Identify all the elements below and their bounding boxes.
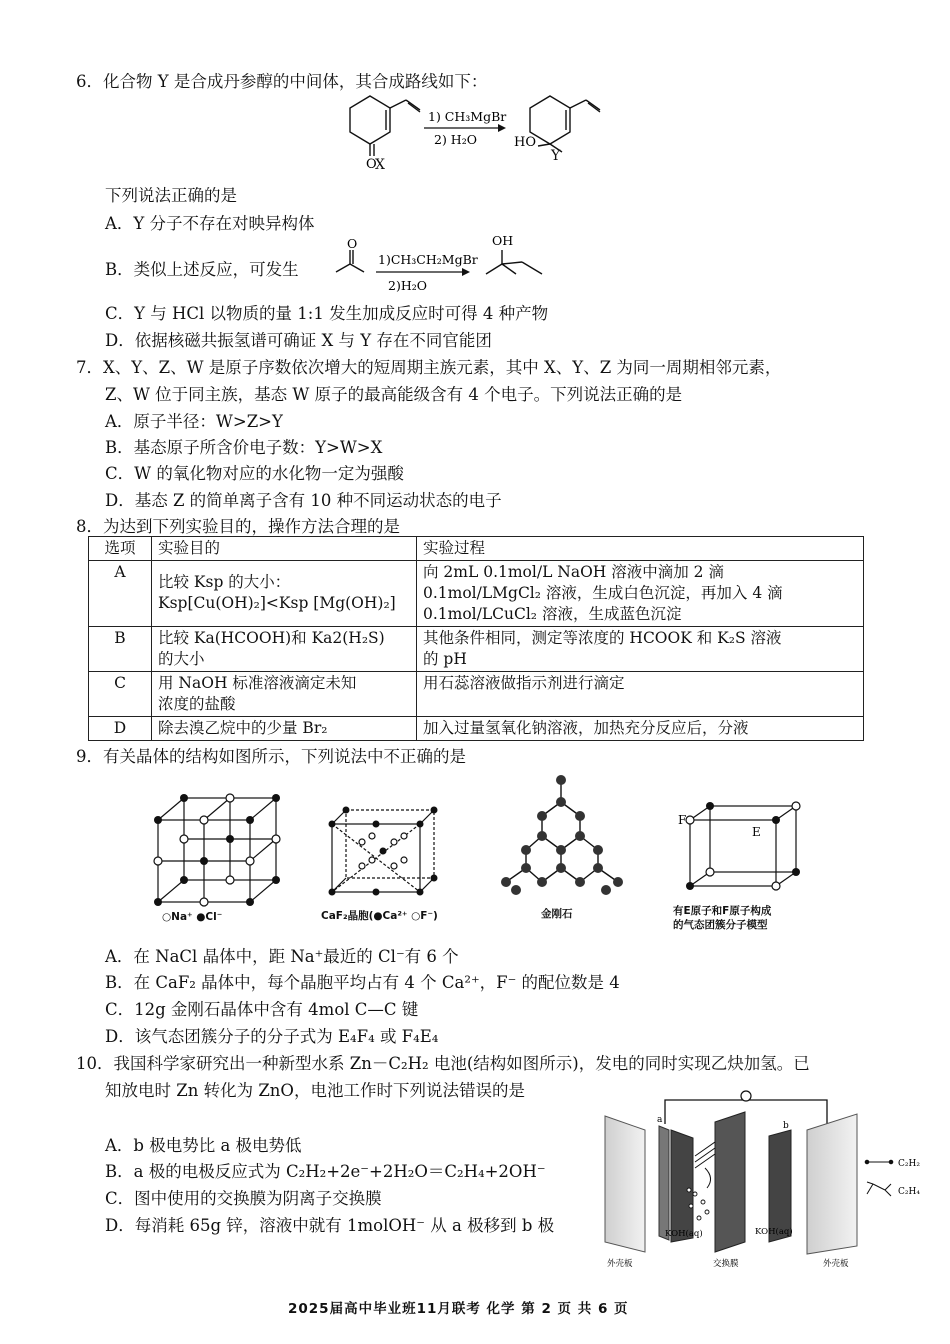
row-key: C	[89, 672, 152, 717]
q7-stem-line1: 7．X、Y、Z、W 是原子序数依次增大的短周期主族元素，其中 X、Y、Z 为同一周期相邻元素，	[76, 358, 782, 377]
table-row	[89, 627, 864, 672]
compound-x-structure	[350, 96, 420, 156]
ef-caption-line1: 有E原子和F原子构成	[673, 905, 772, 917]
q10-option-c: C．图中使用的交换膜为阴离子交换膜	[105, 1189, 382, 1208]
q6-prompt: 下列说法正确的是	[105, 186, 237, 205]
table-header-row	[89, 537, 864, 561]
q10-stem-line2: 知放电时 Zn 转化为 ZnO，电池工作时下列说法错误的是	[105, 1081, 525, 1100]
koh-left-label: KOH(aq)	[665, 1229, 703, 1239]
q10-option-b: B．a 极的电极反应式为 C₂H₂+2e⁻+2H₂O＝C₂H₄+2OH⁻	[105, 1162, 546, 1181]
q10-stem-line1: 10．我国科学家研究出一种新型水系 Zn－C₂H₂ 电池(结构如图所示)，发电的同时实现乙炔加氢。已	[76, 1054, 810, 1073]
q6-option-a: A．Y 分子不存在对映异构体	[105, 214, 315, 233]
q7-option-c: C．W 的氧化物对应的水化物一定为强酸	[105, 464, 404, 483]
q6-option-b: B．类似上述反应，可发生	[105, 260, 299, 279]
legend-c2h4: C₂H₄	[898, 1187, 920, 1197]
row-aim: 比较 Ksp 的大小：	[158, 573, 291, 591]
q6-label-x: X	[375, 157, 385, 173]
page-footer: 2025届高中毕业班11月联考 化学 第 2 页 共 6 页	[288, 1301, 629, 1317]
q6-option-c: C．Y 与 HCl 以物质的量 1:1 发生加成反应时可得 4 种产物	[105, 304, 549, 323]
koh-right-label: KOH(aq)	[755, 1227, 793, 1237]
shell-left-label: 外壳板	[607, 1259, 633, 1269]
row-procedure: 用石蕊溶液做指示剂进行滴定	[423, 674, 625, 692]
q6b-reagent-1: 1)CH₃CH₂MgBr	[378, 252, 478, 267]
q6b-reagent-2: 2)H₂O	[388, 278, 427, 293]
nacl-crystal-diagram	[148, 790, 288, 910]
header-aim: 实验目的	[152, 537, 417, 561]
row-key: B	[89, 627, 152, 672]
q10-option-a: A．b 极电势比 a 极电势低	[105, 1136, 302, 1155]
q6-ho-label: HO	[514, 135, 536, 150]
diamond-caption: 金刚石	[541, 908, 573, 920]
q6-o-label: O	[366, 157, 377, 172]
legend-c2h2: C₂H₂	[898, 1159, 920, 1169]
row-aim: Ksp[Cu(OH)₂]<Ksp [Mg(OH)₂]	[158, 594, 396, 612]
q9-option-d: D．该气态团簇分子的分子式为 E₄F₄ 或 F₄E₄	[105, 1027, 439, 1046]
q7-option-b: B．基态原子所含价电子数：Y>W>X	[105, 438, 383, 457]
row-aim: 除去溴乙烷中的少量 Br₂	[158, 719, 328, 737]
battery-diagram	[595, 1086, 940, 1276]
electrode-b-label: b	[783, 1121, 789, 1131]
q9-option-b: B．在 CaF₂ 晶体中，每个晶胞平均占有 4 个 Ca²⁺，F⁻ 的配位数是 4	[105, 973, 620, 992]
ef-caption-line2: 的气态团簇分子模型	[673, 919, 768, 931]
row-key: D	[89, 717, 152, 741]
electrode-a-label: a	[657, 1115, 663, 1125]
q8-table	[88, 536, 864, 741]
ef-label-e: E	[752, 825, 761, 839]
q7-option-a: A．原子半径：W>Z>Y	[105, 412, 283, 431]
diamond-structure-diagram	[486, 772, 636, 902]
ef-cluster-diagram	[676, 800, 806, 900]
nacl-caption: ○Na⁺ ●Cl⁻	[162, 911, 223, 923]
q6-label-y: Y	[551, 148, 561, 164]
shell-right-label: 外壳板	[823, 1259, 849, 1269]
table-row	[89, 561, 864, 627]
q6b-o-label: O	[347, 236, 358, 251]
row-procedure: 向 2mL 0.1mol/L NaOH 溶液中滴加 2 滴	[423, 563, 724, 581]
row-procedure: 0.1mol/LCuCl₂ 溶液，生成蓝色沉淀	[423, 605, 682, 623]
q9-stem: 9．有关晶体的结构如图所示，下列说法中不正确的是	[76, 747, 466, 766]
header-procedure: 实验过程	[417, 537, 864, 561]
q6-reagent-1: 1) CH₃MgBr	[428, 109, 507, 124]
table-row	[89, 672, 864, 717]
q9-option-a: A．在 NaCl 晶体中，距 Na⁺最近的 Cl⁻有 6 个	[105, 947, 459, 966]
q6-stem: 6．化合物 Y 是合成丹参醇的中间体，其合成路线如下：	[76, 72, 488, 91]
q10-option-d: D．每消耗 65g 锌，溶液中就有 1molOH⁻ 从 a 极移到 b 极	[105, 1216, 555, 1235]
row-procedure: 的 pH	[423, 650, 467, 668]
q7-stem-line2: Z、W 位于同主族，基态 W 原子的最高能级含有 4 个电子。下列说法正确的是	[105, 385, 683, 404]
q7-option-d: D．基态 Z 的简单离子含有 10 种不同运动状态的电子	[105, 491, 502, 510]
table-row	[89, 717, 864, 741]
ef-label-f: F	[678, 813, 687, 827]
row-procedure: 其他条件相同，测定等浓度的 HCOOK 和 K₂S 溶液	[423, 629, 782, 647]
caf2-unit-cell-diagram	[322, 804, 442, 904]
bulb-icon	[741, 1091, 751, 1101]
q6-reagent-2: 2) H₂O	[434, 132, 477, 147]
row-aim: 的大小	[158, 650, 205, 668]
q6-option-b-reaction	[326, 232, 566, 298]
q6-option-d: D．依据核磁共振氢谱可确证 X 与 Y 存在不同官能团	[105, 331, 492, 350]
row-key: A	[89, 561, 152, 627]
row-aim: 比较 Ka(HCOOH)和 Ka2(H₂S)	[158, 629, 385, 647]
header-option: 选项	[89, 537, 152, 561]
row-procedure: 0.1mol/LMgCl₂ 溶液，生成白色沉淀，再加入 4 滴	[423, 584, 783, 602]
row-aim: 用 NaOH 标准溶液滴定未知	[158, 674, 357, 692]
q8-stem: 8．为达到下列实验目的，操作方法合理的是	[76, 517, 400, 536]
membrane-label: 交换膜	[713, 1259, 739, 1269]
q6b-oh-label: OH	[492, 233, 514, 248]
row-procedure: 加入过量氢氧化钠溶液，加热充分反应后，分液	[423, 719, 749, 737]
compound-y-structure	[530, 96, 600, 152]
q9-option-c: C．12g 金刚石晶体中含有 4mol C—C 键	[105, 1000, 419, 1019]
caf2-caption: CaF₂晶胞(●Ca²⁺ ○F⁻)	[321, 910, 438, 922]
row-aim: 浓度的盐酸	[158, 695, 236, 713]
